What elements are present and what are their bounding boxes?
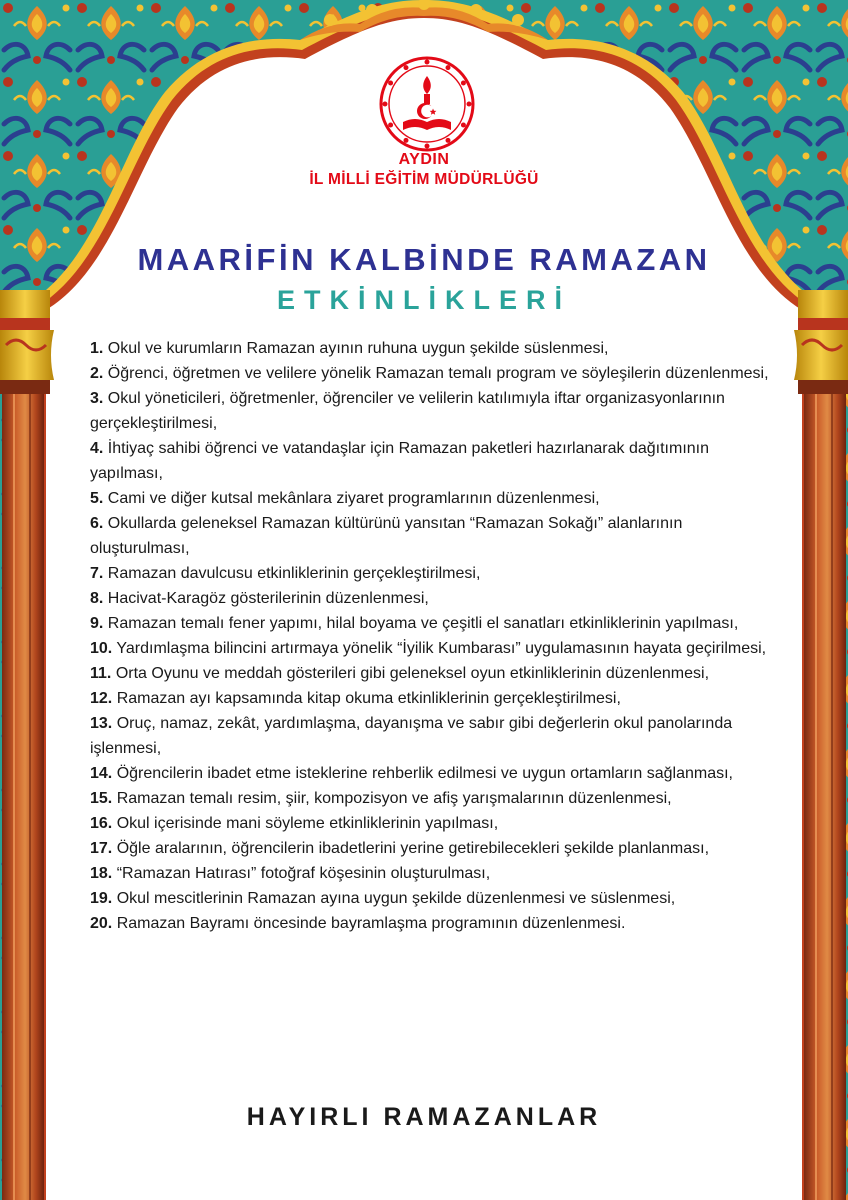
page-title: MAARİFİN KALBİNDE RAMAZAN: [137, 242, 711, 277]
list-item: [90, 586, 770, 611]
list-item: [90, 661, 770, 686]
list-item: [90, 786, 770, 811]
activity-list: [90, 336, 770, 936]
item-number: 12.: [90, 690, 113, 707]
item-text: Okul içerisinde mani söyleme etkinliklerinin yapılması,: [116, 815, 499, 832]
item-text: Okul ve kurumların Ramazan ayının ruhuna uygun şekilde süslenmesi,: [107, 340, 609, 357]
item-number: 4.: [90, 440, 104, 457]
item-text: Öğle aralarının, öğrencilerin ibadetlerini yerine getirebilecekleri şekilde planlanması,: [116, 840, 710, 857]
item-text: Orta Oyunu ve meddah gösterileri gibi geleneksel oyun etkinliklerinin düzenlenmesi,: [115, 665, 710, 682]
list-item: [90, 486, 770, 511]
item-number: 16.: [90, 815, 113, 832]
list-item: [90, 861, 770, 886]
list-item: [90, 686, 770, 711]
item-number: 14.: [90, 765, 113, 782]
list-item: [90, 711, 770, 761]
item-number: 17.: [90, 840, 113, 857]
list-item: [90, 386, 770, 436]
item-number: 20.: [90, 915, 113, 932]
item-text: Ramazan davulcusu etkinliklerinin gerçekleştirilmesi,: [107, 565, 481, 582]
item-number: 10.: [90, 640, 113, 657]
list-item: [90, 561, 770, 586]
item-text: Yardımlaşma bilincini artırmaya yönelik “İyilik Kumbarası” uygulamasının hayata geçirilmesi,: [116, 640, 767, 657]
list-item: [90, 761, 770, 786]
item-text: Ramazan ayı kapsamında kitap okuma etkinliklerinin gerçekleştirilmesi,: [116, 690, 621, 707]
item-text: Okullarda geleneksel Ramazan kültürünü yansıtan “Ramazan Sokağı” alanlarının oluşturulması,: [90, 515, 683, 557]
item-text: Okul mescitlerinin Ramazan ayına uygun şekilde düzenlenmesi ve süslenmesi,: [116, 890, 676, 907]
item-text: İhtiyaç sahibi öğrenci ve vatandaşlar için Ramazan paketleri hazırlanarak dağıtımının yapılması,: [90, 440, 709, 482]
item-text: Cami ve diğer kutsal mekânlara ziyaret programlarının düzenlenmesi,: [107, 490, 600, 507]
item-number: 1.: [90, 340, 104, 357]
list-item: [90, 361, 770, 386]
org-city: AYDIN: [398, 151, 450, 168]
list-item: [90, 436, 770, 486]
item-number: 7.: [90, 565, 104, 582]
item-text: Hacivat-Karagöz gösterilerinin düzenlenmesi,: [107, 590, 429, 607]
list-item: [90, 636, 770, 661]
list-item: [90, 511, 770, 561]
item-number: 19.: [90, 890, 113, 907]
list-item: [90, 811, 770, 836]
list-item: [90, 611, 770, 636]
item-number: 6.: [90, 515, 104, 532]
ministry-emblem-icon: [379, 56, 475, 152]
item-number: 15.: [90, 790, 113, 807]
item-text: “Ramazan Hatırası” fotoğraf köşesinin oluşturulması,: [116, 865, 491, 882]
item-text: Ramazan temalı fener yapımı, hilal boyama ve çeşitli el sanatları etkinliklerinin yapılması,: [107, 615, 739, 632]
item-number: 3.: [90, 390, 104, 407]
item-number: 18.: [90, 865, 113, 882]
org-name: İL MİLLİ EĞİTİM MÜDÜRLÜĞÜ: [309, 171, 539, 188]
item-text: Oruç, namaz, zekât, yardımlaşma, dayanışma ve sabır gibi değerlerin okul panolarında işlenmesi,: [90, 715, 733, 757]
list-item: [90, 836, 770, 861]
item-number: 11.: [90, 665, 112, 682]
item-text: Ramazan Bayramı öncesinde bayramlaşma programının düzenlenmesi.: [116, 915, 626, 932]
list-item: [90, 886, 770, 911]
item-number: 8.: [90, 590, 104, 607]
list-item: [90, 336, 770, 361]
list-item: [90, 911, 770, 936]
footer-greeting: HAYIRLI RAMAZANLAR: [246, 1103, 602, 1131]
item-text: Ramazan temalı resim, şiir, kompozisyon ve afiş yarışmalarının düzenlenmesi,: [116, 790, 672, 807]
item-number: 13.: [90, 715, 113, 732]
item-text: Öğrenci, öğretmen ve velilere yönelik Ramazan temalı program ve söyleşilerin düzenlenmesi,: [107, 365, 769, 382]
page-subtitle: ETKİNLİKLERİ: [277, 285, 571, 315]
item-text: Öğrencilerin ibadet etme isteklerine rehberlik edilmesi ve uygun ortamların sağlanması,: [116, 765, 733, 782]
item-number: 2.: [90, 365, 104, 382]
item-text: Okul yöneticileri, öğretmenler, öğrenciler ve velilerin katılımıyla iftar organizasyonlarının gerçekleştirilmesi,: [90, 390, 725, 432]
item-number: 9.: [90, 615, 104, 632]
item-number: 5.: [90, 490, 104, 507]
